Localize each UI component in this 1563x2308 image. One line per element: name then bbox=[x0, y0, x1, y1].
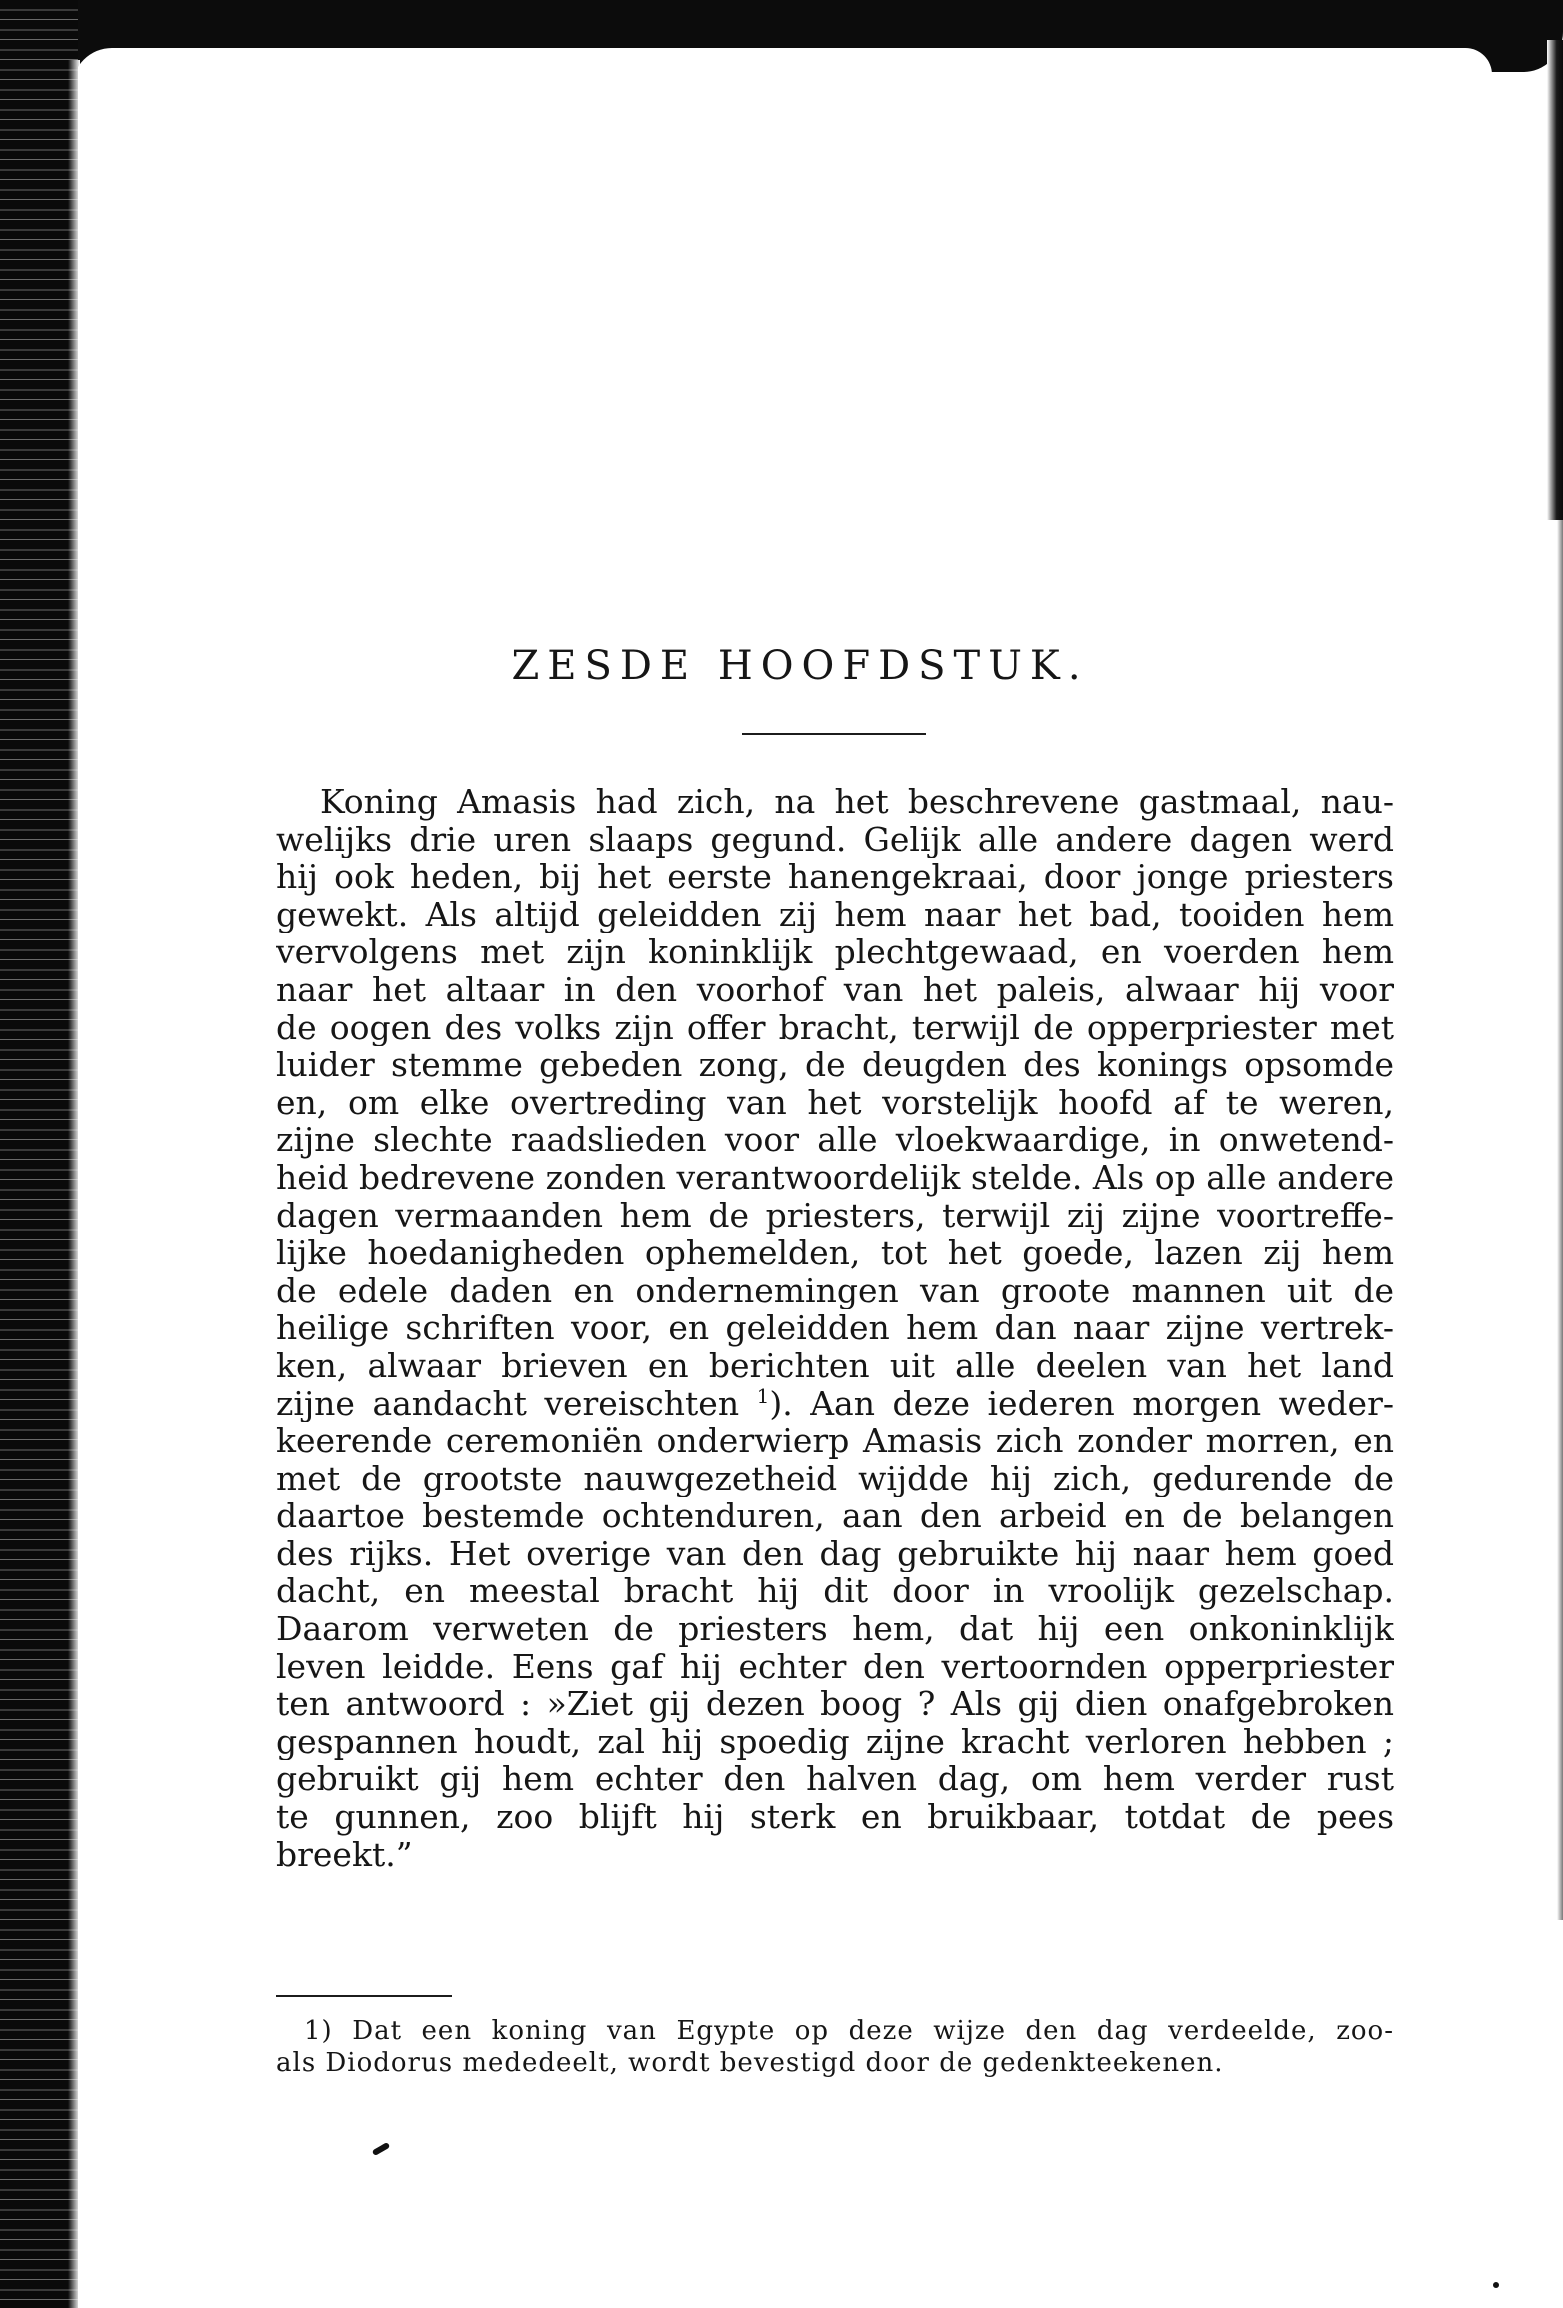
text-line: ken, alwaar brieven en berichten uit alle deelen van het land bbox=[276, 1346, 1394, 1385]
text-line: luider stemme gebeden zong, de deugden des konings opsomde bbox=[276, 1046, 1394, 1084]
scan-border-right-shadow bbox=[1557, 520, 1563, 1920]
text-line: lijke hoedanigheden ophemelden, tot het goede, lazen zij hem bbox=[276, 1234, 1394, 1272]
scan-border-top bbox=[0, 0, 1563, 72]
footnote-reference[interactable]: 1 bbox=[756, 1384, 770, 1408]
body-paragraph bbox=[276, 783, 1394, 1873]
text-line-end: ). Aan deze iederen morgen weder- bbox=[769, 1384, 1394, 1423]
text-line-with-footnote bbox=[276, 1385, 1394, 1423]
text-line: gewekt. Als altijd geleidden zij hem naar het bad, tooiden hem bbox=[276, 895, 1394, 934]
text-line: heilige schriften voor, en geleidden hem dan naar zijne vertrek- bbox=[276, 1309, 1394, 1347]
title-divider bbox=[742, 733, 926, 735]
text-line: vervolgens met zijn koninklijk plechtgewaad, en voerden hem bbox=[276, 933, 1394, 971]
text-line: en, om elke overtreding van het vorstelijk hoofd af te weren, bbox=[276, 1083, 1394, 1122]
footnote-line: 1) Dat een koning van Egypte op deze wijze den dag verdeelde, zoo- bbox=[304, 2016, 1394, 2046]
text-line: zijne slechte raadslieden voor alle vloekwaardige, in onwetend- bbox=[276, 1121, 1394, 1159]
footnote bbox=[276, 2015, 1394, 2079]
chapter-title: ZESDE HOOFDSTUK. bbox=[511, 642, 1089, 689]
text-line: welijks drie uren slaaps gegund. Gelijk alle andere dagen werd bbox=[276, 820, 1394, 859]
text-line: met de grootste nauwgezetheid wijdde hij zich, gedurende de bbox=[276, 1459, 1394, 1498]
text-line: gebruikt gij hem echter den halven dag, om hem verder rust bbox=[276, 1760, 1394, 1799]
text-line: Daarom verweten de priesters hem, dat hij een onkoninklijk bbox=[276, 1610, 1394, 1648]
text-line: de edele daden en ondernemingen van groote mannen uit de bbox=[276, 1271, 1394, 1310]
text-line: des rijks. Het overige van den dag gebruikte hij naar hem goed bbox=[276, 1534, 1394, 1573]
text-line: dagen vermaanden hem de priesters, terwijl zij zijne voortreffe- bbox=[276, 1196, 1394, 1235]
ink-speck-right bbox=[1493, 2282, 1499, 2288]
text-line: gespannen houdt, zal hij spoedig zijne kracht verloren hebben ; bbox=[276, 1722, 1394, 1761]
scan-border-right bbox=[1547, 40, 1563, 520]
ink-speck bbox=[372, 2142, 391, 2156]
text-line: de oogen des volks zijn offer bracht, terwijl de opperpriester met bbox=[276, 1008, 1394, 1047]
footnote-divider bbox=[276, 1995, 452, 1997]
footnote-line: als Diodorus mededeelt, wordt bevestigd door de gedenkteekenen. bbox=[276, 2048, 1224, 2078]
text-line: heid bedrevene zonden verantwoordelijk stelde. Als op alle andere bbox=[276, 1158, 1394, 1197]
text-line: daartoe bestemde ochtenduren, aan den arbeid en de belangen bbox=[276, 1497, 1394, 1535]
scan-border-left bbox=[0, 0, 78, 2308]
text-line: breekt.” bbox=[276, 1835, 413, 1874]
text-line: ten antwoord : »Ziet gij dezen boog ? Als gij dien onafgebroken bbox=[276, 1685, 1394, 1723]
text-line: leven leidde. Eens gaf hij echter den vertoornden opperpriester bbox=[276, 1647, 1394, 1686]
text-line: dacht, en meestal bracht hij dit door in vroolijk gezelschap. bbox=[276, 1572, 1394, 1611]
text-line: hij ook heden, bij het eerste hanengekraai, door jonge priesters bbox=[276, 858, 1394, 896]
text-line: naar het altaar in den voorhof van het paleis, alwaar hij voor bbox=[276, 970, 1394, 1009]
text-line: Koning Amasis had zich, na het beschrevene gastmaal, nau- bbox=[320, 783, 1394, 821]
text-line: keerende ceremoniën onderwierp Amasis zich zonder morren, en bbox=[276, 1422, 1394, 1460]
text-line: te gunnen, zoo blijft hij sterk en bruikbaar, totdat de pees bbox=[276, 1798, 1394, 1836]
text-line-start: zijne aandacht vereischten bbox=[276, 1384, 740, 1423]
